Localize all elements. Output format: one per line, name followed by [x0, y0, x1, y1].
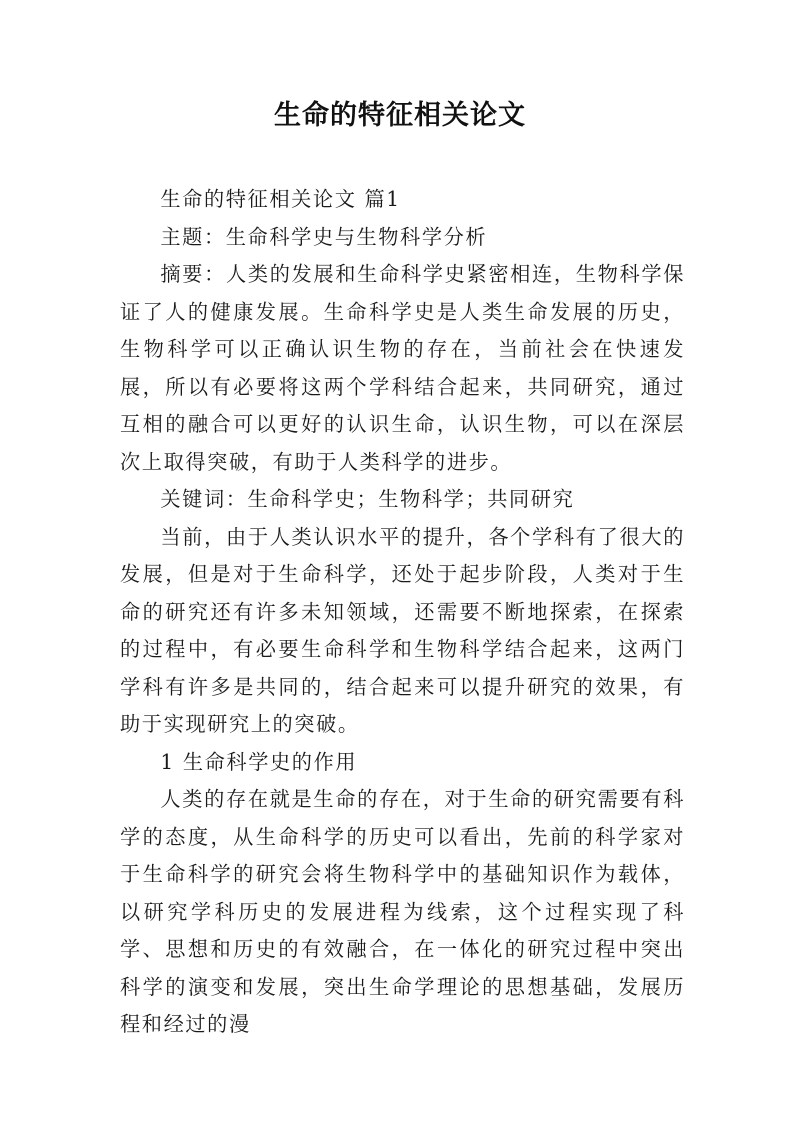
topic-line: 主题：生命科学史与生物科学分析	[160, 224, 488, 249]
subsection-heading: 1 生命科学史的作用	[160, 749, 358, 774]
body-paragraph: 当前，由于人类认识水平的提升，各个学科有了很大的发展，但是对于生命科学，还处于起步阶段，人类对于生命的研究还有许多未知领域，还需要不断地探索，在探索的过程中，有必要生命科学和生物科学结合起来，这两门学科有许多是共同的，结合起来可以提升研究的效果，有助于实现研究上的突破。	[120, 524, 685, 736]
keywords-line: 关键词：生命科学史；生物科学；共同研究	[160, 487, 575, 511]
abstract-paragraph: 摘要：人类的发展和生命科学史紧密相连，生物科学保证了人的健康发展。生命科学史是人类生命发展的历史，生物科学可以正确认识生物的存在，当前社会在快速发展，所以有必要将这两个学科结合起来，共同研究，通过互相的融合可以更好的认识生命，认识生物，可以在深层次上取得突破，有助于人类科学的进步。	[120, 262, 685, 474]
body-paragraph: 人类的存在就是生命的存在，对于生命的研究需要有科学的态度，从生命科学的历史可以看出，先前的科学家对于生命科学的研究会将生物科学中的基础知识作为载体，以研究学科历史的发展进程为线索，这个过程实现了科学、思想和历史的有效融合，在一体化的研究过程中突出科学的演变和发展，突出生命学理论的思想基础，发展历程和经过的漫	[120, 787, 685, 1036]
document-body	[120, 181, 685, 1044]
document-title: 生命的特征相关论文	[274, 100, 526, 131]
section-heading: 生命的特征相关论文 篇1	[160, 187, 401, 211]
